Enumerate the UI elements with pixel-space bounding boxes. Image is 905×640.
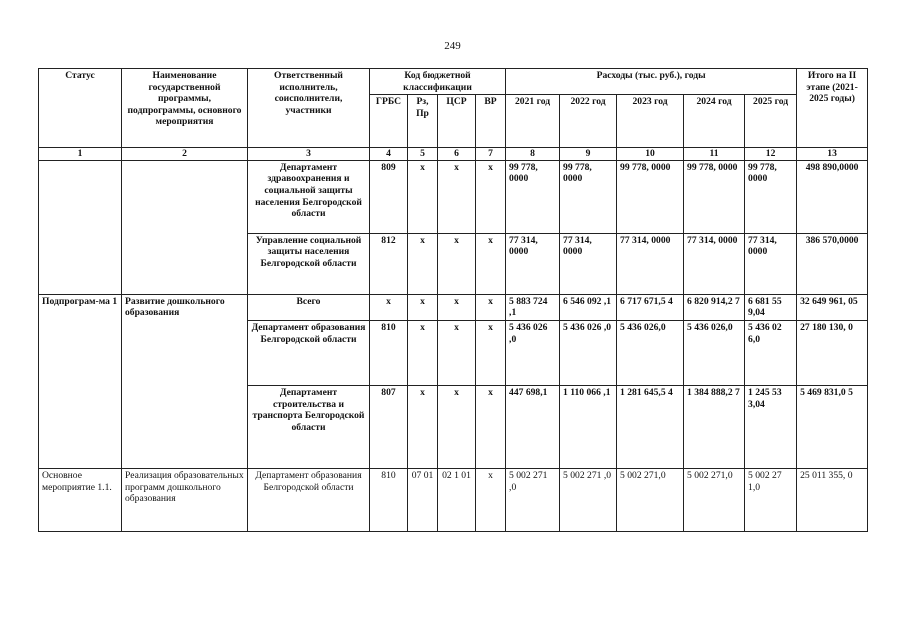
total-cell: 386 570,0000 <box>797 233 868 294</box>
status-cell: Подпрограм-ма 1 <box>39 294 122 468</box>
table-row <box>39 160 868 233</box>
column-number: 4 <box>370 148 408 161</box>
status-cell: Основное мероприятие 1.1. <box>39 468 122 531</box>
rzpr-cell: 07 01 <box>408 468 438 531</box>
y2022-cell: 77 314, 0000 <box>560 233 617 294</box>
table-row <box>39 294 868 320</box>
grbs-cell: 812 <box>370 233 408 294</box>
header-grbs: ГРБС <box>370 95 408 148</box>
grbs-cell: x <box>370 294 408 320</box>
name-cell <box>122 160 248 294</box>
csr-cell: x <box>438 294 476 320</box>
y2024-cell: 99 778, 0000 <box>684 160 745 233</box>
y2024-cell: 1 384 888,2 7 <box>684 385 745 468</box>
header-vr: ВР <box>476 95 506 148</box>
y2023-cell: 5 002 271,0 <box>617 468 684 531</box>
header-total: Итого на II этапе (2021-2025 годы) <box>797 69 868 148</box>
rzpr-cell: x <box>408 160 438 233</box>
y2024-cell: 77 314, 0000 <box>684 233 745 294</box>
column-number: 2 <box>122 148 248 161</box>
csr-cell: x <box>438 233 476 294</box>
grbs-cell: 809 <box>370 160 408 233</box>
csr-cell: 02 1 01 <box>438 468 476 531</box>
vr-cell: x <box>476 294 506 320</box>
total-cell: 5 469 831,0 5 <box>797 385 868 468</box>
vr-cell: x <box>476 160 506 233</box>
column-number: 6 <box>438 148 476 161</box>
y2023-cell: 99 778, 0000 <box>617 160 684 233</box>
column-number: 13 <box>797 148 868 161</box>
column-number: 7 <box>476 148 506 161</box>
header-name: Наименование государственной программы, подпрограммы, основного мероприятия <box>122 69 248 148</box>
y2021-cell: 5 002 271 ,0 <box>506 468 560 531</box>
header-expenses: Расходы (тыс. руб.), годы <box>506 69 797 95</box>
responsible-cell: Департамент образования Белгородской области <box>248 320 370 385</box>
y2021-cell: 5 883 724 ,1 <box>506 294 560 320</box>
grbs-cell: 810 <box>370 468 408 531</box>
header-2025: 2025 год <box>745 95 797 148</box>
y2022-cell: 99 778, 0000 <box>560 160 617 233</box>
y2021-cell: 447 698,1 <box>506 385 560 468</box>
column-number: 3 <box>248 148 370 161</box>
y2025-cell: 6 681 55 9,04 <box>745 294 797 320</box>
name-cell: Развитие дошкольного образования <box>122 294 248 468</box>
responsible-cell: Департамент образования Белгородской области <box>248 468 370 531</box>
vr-cell: x <box>476 233 506 294</box>
responsible-cell: Всего <box>248 294 370 320</box>
budget-table <box>38 68 868 532</box>
responsible-cell: Управление социальной защиты населения Белгородской области <box>248 233 370 294</box>
responsible-cell: Департамент здравоохранения и социальной защиты населения Белгородской области <box>248 160 370 233</box>
vr-cell: x <box>476 468 506 531</box>
csr-cell: x <box>438 160 476 233</box>
y2022-cell: 6 546 092 ,1 <box>560 294 617 320</box>
y2025-cell: 77 314, 0000 <box>745 233 797 294</box>
y2022-cell: 5 436 026 ,0 <box>560 320 617 385</box>
page-number: 249 <box>444 40 461 52</box>
column-number: 8 <box>506 148 560 161</box>
y2024-cell: 5 436 026,0 <box>684 320 745 385</box>
responsible-cell: Департамент строительства и транспорта Белгородской области <box>248 385 370 468</box>
total-cell: 498 890,0000 <box>797 160 868 233</box>
rzpr-cell: x <box>408 294 438 320</box>
y2022-cell: 1 110 066 ,1 <box>560 385 617 468</box>
y2023-cell: 6 717 671,5 4 <box>617 294 684 320</box>
total-cell: 25 011 355, 0 <box>797 468 868 531</box>
y2023-cell: 5 436 026,0 <box>617 320 684 385</box>
grbs-cell: 807 <box>370 385 408 468</box>
column-number: 1 <box>39 148 122 161</box>
y2024-cell: 5 002 271,0 <box>684 468 745 531</box>
y2025-cell: 99 778, 0000 <box>745 160 797 233</box>
column-number: 11 <box>684 148 745 161</box>
status-cell <box>39 160 122 294</box>
header-2023: 2023 год <box>617 95 684 148</box>
column-number: 12 <box>745 148 797 161</box>
header-2022: 2022 год <box>560 95 617 148</box>
total-cell: 32 649 961, 05 <box>797 294 868 320</box>
y2023-cell: 77 314, 0000 <box>617 233 684 294</box>
csr-cell: x <box>438 385 476 468</box>
y2021-cell: 5 436 026 ,0 <box>506 320 560 385</box>
name-cell: Реализация образовательных программ дошкольного образования <box>122 468 248 531</box>
header-row-1 <box>39 69 868 95</box>
vr-cell: x <box>476 320 506 385</box>
rzpr-cell: x <box>408 320 438 385</box>
rzpr-cell: x <box>408 233 438 294</box>
y2023-cell: 1 281 645,5 4 <box>617 385 684 468</box>
y2025-cell: 5 002 27 1,0 <box>745 468 797 531</box>
header-budget-code: Код бюджетной классификации <box>370 69 506 95</box>
column-number: 10 <box>617 148 684 161</box>
column-number-row <box>39 148 868 161</box>
header-status: Статус <box>39 69 122 148</box>
header-responsible: Ответственный исполнитель, соисполнители, участники <box>248 69 370 148</box>
header-2024: 2024 год <box>684 95 745 148</box>
csr-cell: x <box>438 320 476 385</box>
column-number: 5 <box>408 148 438 161</box>
column-number: 9 <box>560 148 617 161</box>
grbs-cell: 810 <box>370 320 408 385</box>
y2025-cell: 1 245 53 3,04 <box>745 385 797 468</box>
header-rzpr: Рз, Пр <box>408 95 438 148</box>
y2022-cell: 5 002 271 ,0 <box>560 468 617 531</box>
total-cell: 27 180 130, 0 <box>797 320 868 385</box>
y2021-cell: 99 778, 0000 <box>506 160 560 233</box>
rzpr-cell: x <box>408 385 438 468</box>
header-csr: ЦСР <box>438 95 476 148</box>
vr-cell: x <box>476 385 506 468</box>
y2024-cell: 6 820 914,2 7 <box>684 294 745 320</box>
header-2021: 2021 год <box>506 95 560 148</box>
y2025-cell: 5 436 02 6,0 <box>745 320 797 385</box>
table-row <box>39 468 868 531</box>
y2021-cell: 77 314, 0000 <box>506 233 560 294</box>
